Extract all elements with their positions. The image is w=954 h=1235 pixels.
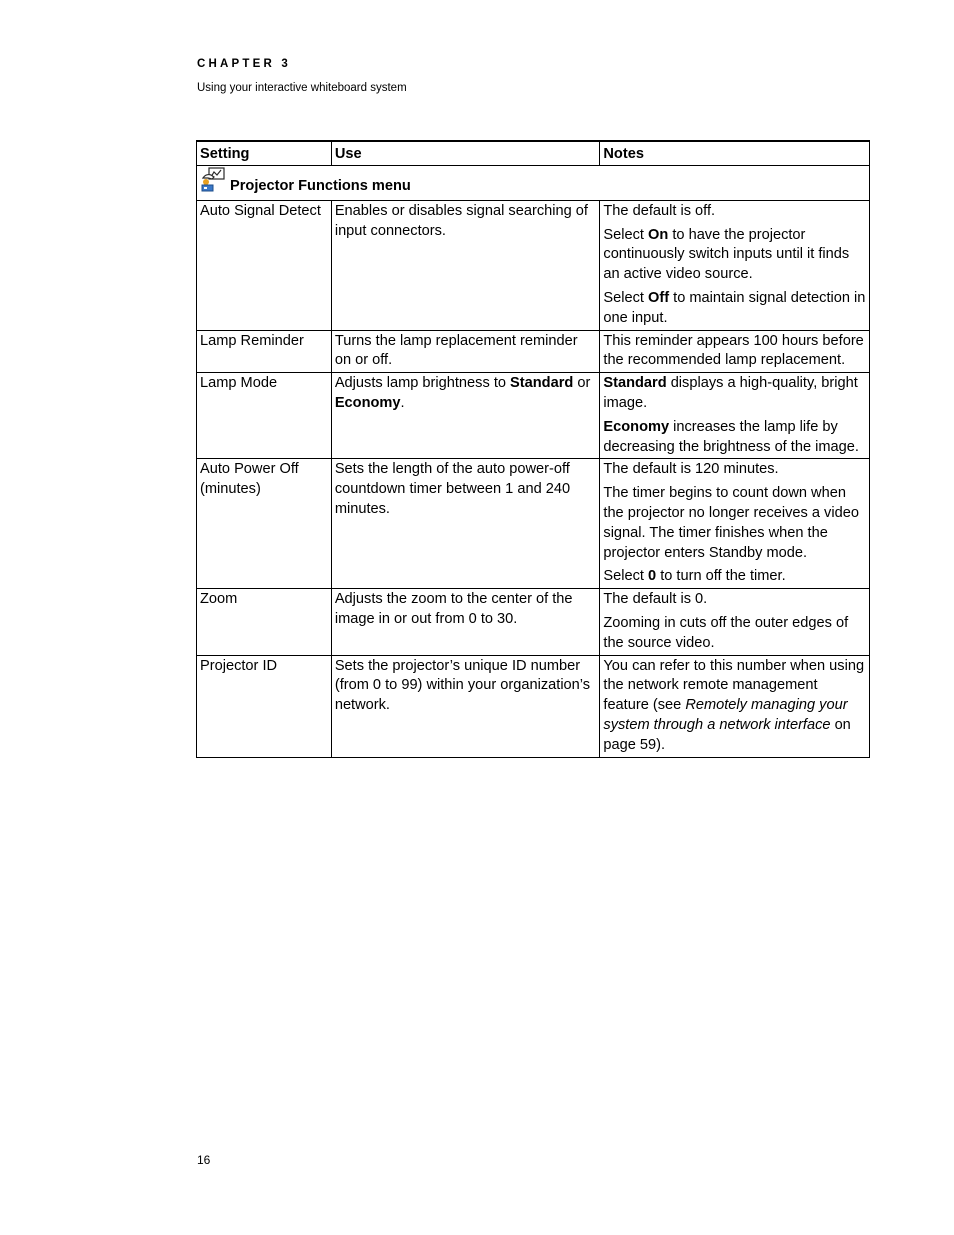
setting-cell: Auto Power Off (minutes) <box>197 459 332 589</box>
table-row <box>197 655 870 757</box>
page-number: 16 <box>197 1153 211 1167</box>
notes-cell <box>600 655 870 757</box>
column-header-use: Use <box>331 141 600 165</box>
notes-cell <box>600 200 870 330</box>
notes-cell <box>600 459 870 589</box>
use-cell: Adjusts lamp brightness to Standard or Economy. <box>331 373 600 459</box>
chapter-label: CHAPTER 3 <box>197 58 291 70</box>
table-row <box>197 330 870 373</box>
use-cell: Sets the projector’s unique ID number (from 0 to 99) within your organization’s network. <box>331 655 600 757</box>
note-paragraph: Select On to have the projector continuously switch inputs until it finds an active video source. <box>603 226 850 283</box>
menu-section-label: Projector Functions menu <box>230 177 411 194</box>
notes-cell <box>600 589 870 655</box>
table-row <box>197 589 870 655</box>
use-cell: Sets the length of the auto power-off countdown timer between 1 and 240 minutes. <box>331 459 600 589</box>
note-paragraph: This reminder appears 100 hours before the recommended lamp replacement. <box>603 332 864 369</box>
setting-cell: Zoom <box>197 589 332 655</box>
use-cell: Adjusts the zoom to the center of the image in or out from 0 to 30. <box>331 589 600 655</box>
table-row <box>197 200 870 330</box>
setting-cell: Lamp Mode <box>197 373 332 459</box>
note-paragraph: The timer begins to count down when the projector no longer receives a video signal. The timer finishes when the projector enters Standby mode. <box>603 485 859 561</box>
note-paragraph: The default is off. <box>603 202 716 219</box>
setting-cell: Projector ID <box>197 655 332 757</box>
chapter-subtitle: Using your interactive whiteboard system <box>197 82 407 94</box>
table-row <box>197 459 870 589</box>
notes-cell <box>600 373 870 459</box>
setting-cell: Lamp Reminder <box>197 330 332 373</box>
note-paragraph: The default is 120 minutes. <box>603 461 779 478</box>
note-paragraph: Standard displays a high-quality, bright image. <box>603 375 858 411</box>
setting-cell: Auto Signal Detect <box>197 200 332 330</box>
table-header-row <box>197 141 870 165</box>
notes-cell <box>600 330 870 373</box>
note-paragraph: Select Off to maintain signal detection in one input. <box>603 289 866 326</box>
menu-section-cell <box>197 165 870 200</box>
column-header-setting: Setting <box>197 141 332 165</box>
settings-table <box>196 140 870 758</box>
note-paragraph: Select 0 to turn off the timer. <box>603 568 786 585</box>
use-cell: Turns the lamp replacement reminder on or off. <box>331 330 600 373</box>
table-row <box>197 373 870 459</box>
note-paragraph: The default is 0. <box>603 591 708 608</box>
note-paragraph: You can refer to this number when using the network remote management feature (see Remotely managing your system through a network interface on page 59). <box>603 657 865 753</box>
cross-reference-link-text: Remotely managing your system through a network interface <box>603 697 848 733</box>
note-paragraph: Economy increases the lamp life by decreasing the brightness of the image. <box>603 418 859 455</box>
note-paragraph: Zooming in cuts off the outer edges of the source video. <box>603 614 849 651</box>
menu-section-row <box>197 165 870 200</box>
use-cell: Enables or disables signal searching of input connectors. <box>331 200 600 330</box>
projector-functions-icon <box>200 167 226 193</box>
column-header-notes: Notes <box>600 141 870 165</box>
